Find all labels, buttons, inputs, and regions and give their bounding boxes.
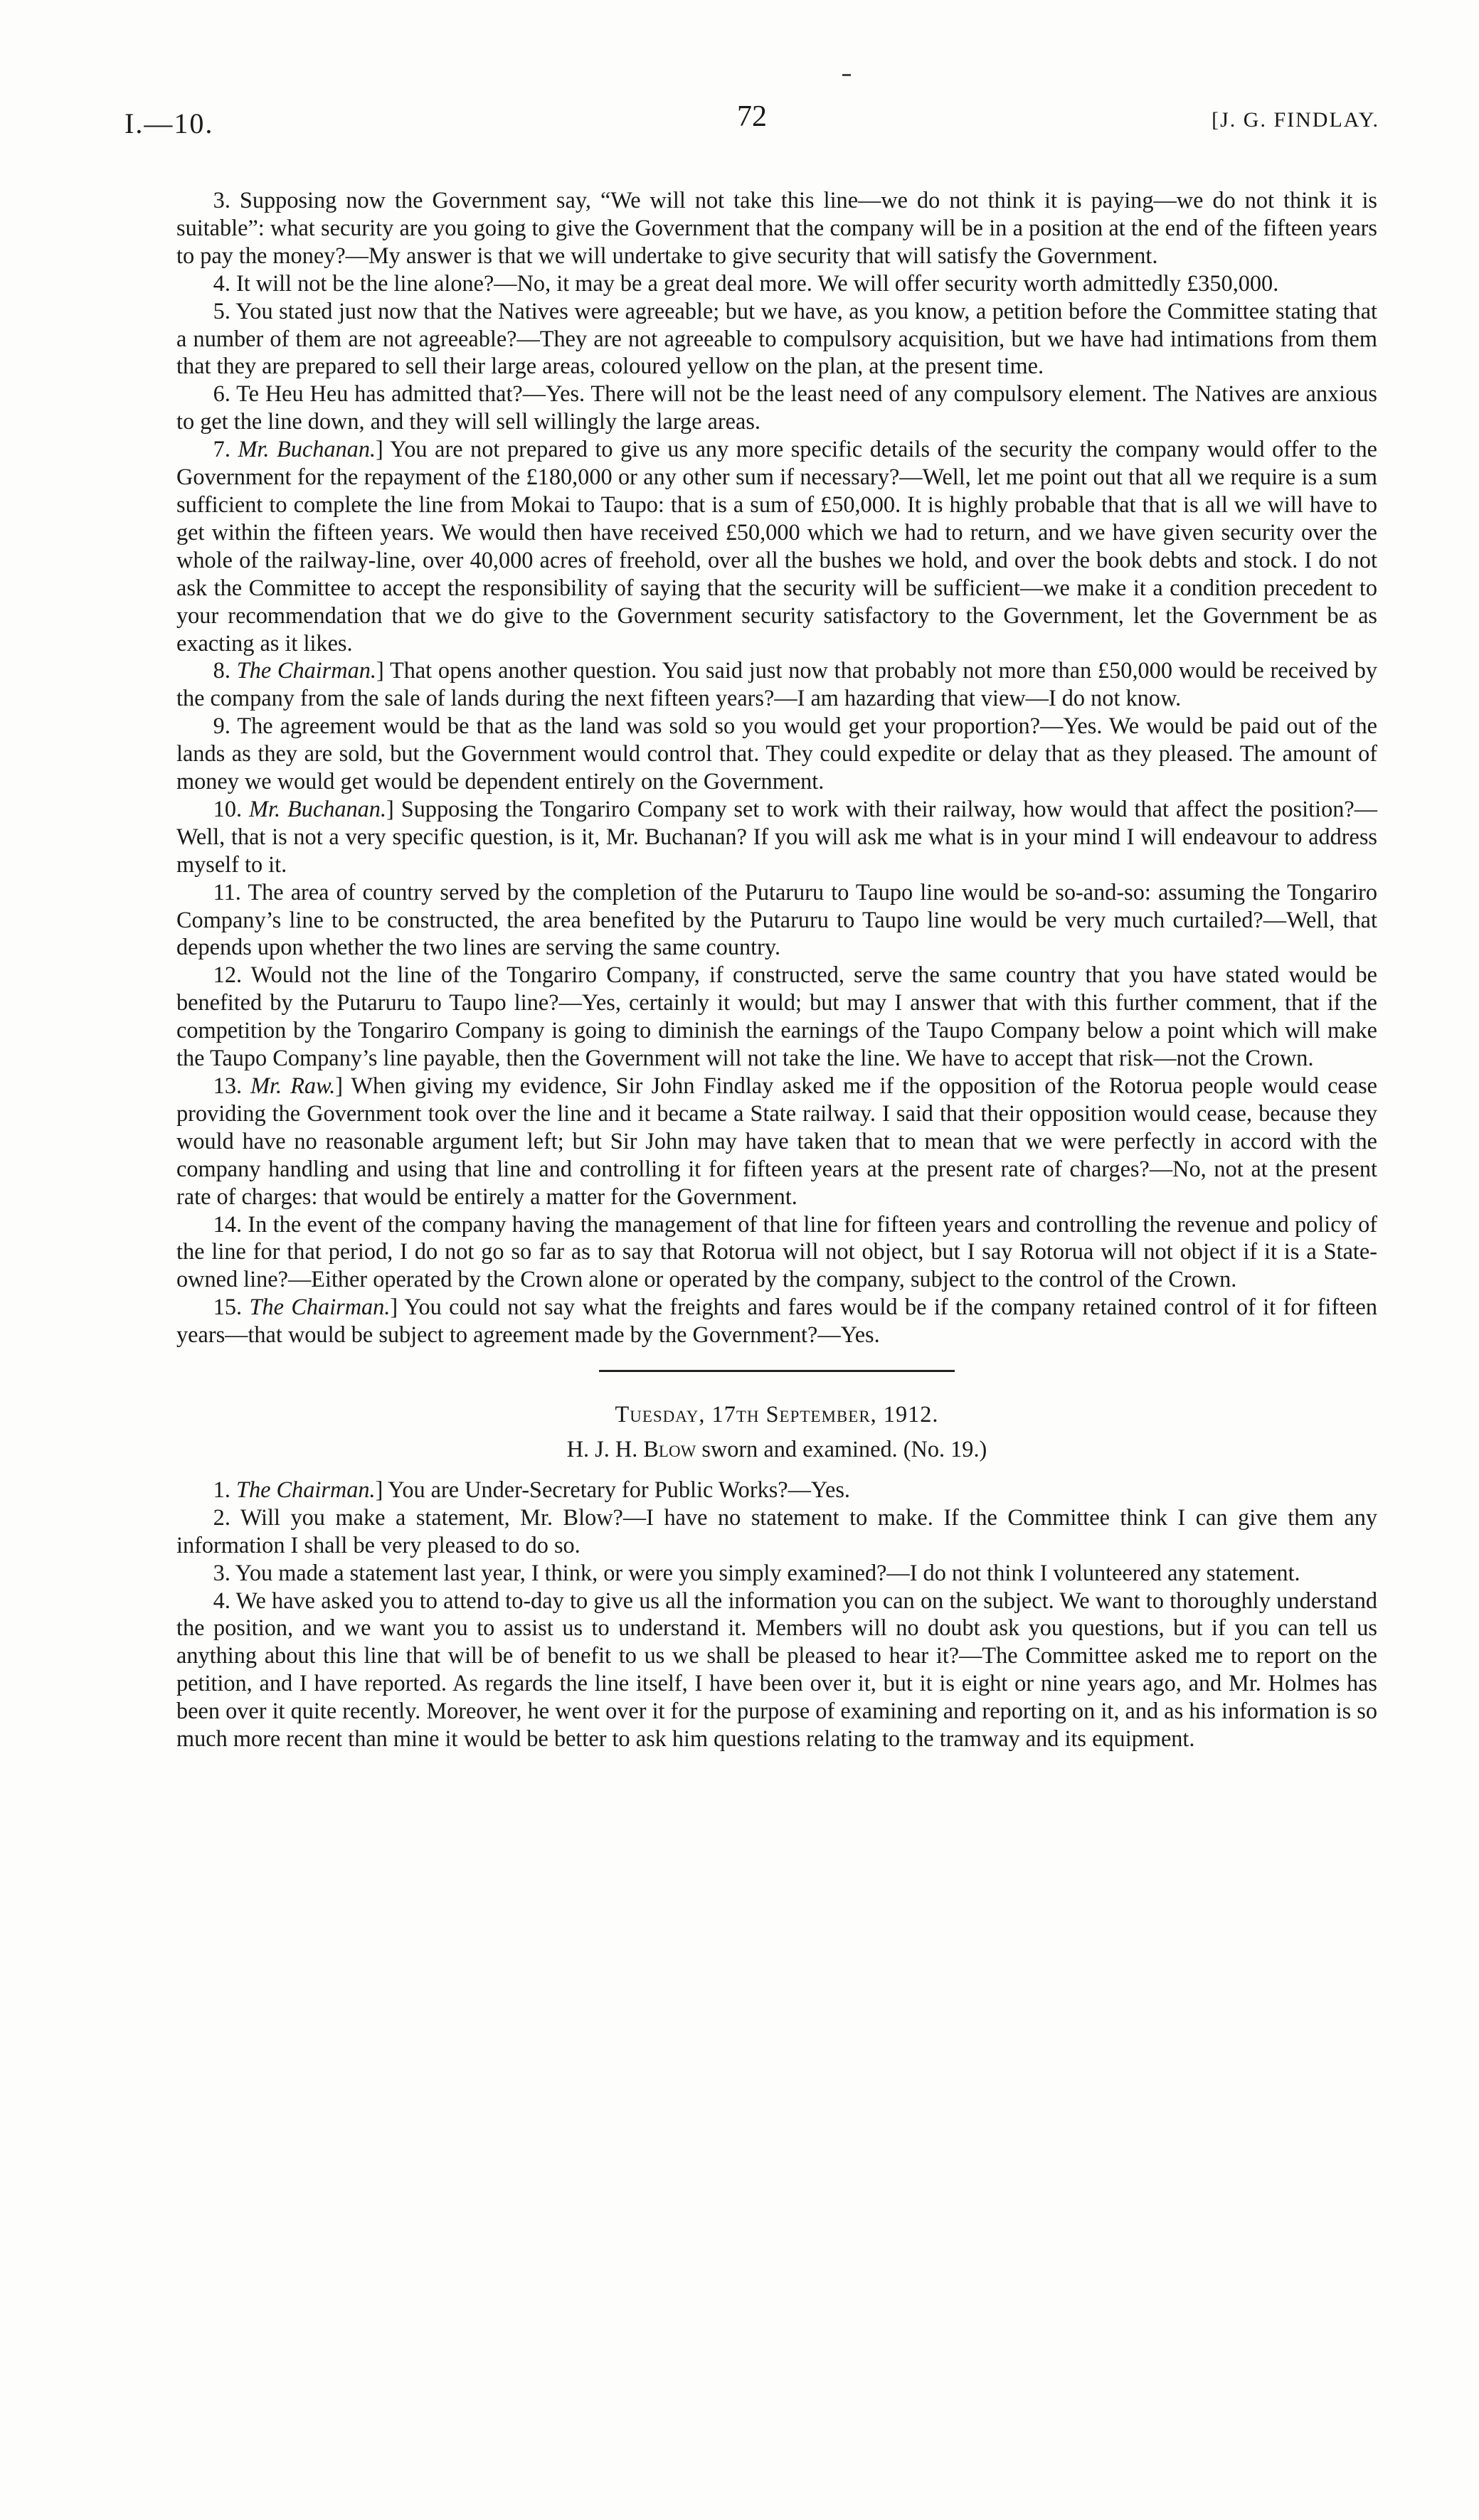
- paragraph-text: ] When giving my evidence, Sir John Findlay asked me if the opposition of the Rotorua people would cease providing the Government took over the line and it became a State railway. I said that their opposition would cease, because they would have no reasonable argument left; but Sir John may have taken that to mean that we were perfectly in accord with the company handling and using that line and controlling it for fifteen years at the present rate of charges?—No, not at the present rate of charges: that would be entirely a matter for the Government.: [176, 1073, 1377, 1209]
- page-header: [124, 100, 1379, 142]
- question-number: 13.: [213, 1073, 243, 1098]
- paragraph-text: 12. Would not the line of the Tongariro Company, if constructed, serve the same country that you have stated would be benefited by the Putaruru to Taupo line?—Yes, certainly it would; but may I answer that with this further comment, that if the competition by the Tongariro Company is going to diminish the earnings of the Taupo Company below a point which will make the Taupo Company’s line payable, then the Government will not take the line. We have to accept that risk—not the Crown.: [176, 962, 1377, 1071]
- witness-name: H. J. H. Blow: [566, 1435, 696, 1462]
- question-answer-paragraph: [176, 1476, 1377, 1504]
- question-answer-paragraph: [176, 1504, 1377, 1559]
- question-answer-paragraph: [176, 656, 1377, 712]
- question-answer-paragraph: [176, 186, 1377, 270]
- question-answer-paragraph: [176, 1072, 1377, 1211]
- page-number: 72: [737, 100, 767, 133]
- question-number: 1.: [213, 1476, 230, 1502]
- witness-running-head: [J. G. FINDLAY.: [1212, 108, 1379, 132]
- question-number: 8.: [213, 657, 230, 684]
- paragraph-text: 3. You made a statement last year, I think, or were you simply examined?—I do not think I volunteered any statement.: [213, 1559, 1300, 1585]
- blow-evidence-section: [176, 1476, 1377, 1753]
- paragraph-text: 2. Will you make a statement, Mr. Blow?—I have no statement to make. If the Committee think I can give them any information I shall be very pleased to do so.: [176, 1504, 1377, 1558]
- question-answer-paragraph: [176, 1293, 1377, 1349]
- question-answer-paragraph: [176, 795, 1377, 878]
- question-answer-paragraph: [176, 712, 1377, 795]
- question-answer-paragraph: [176, 1587, 1377, 1753]
- question-number: 7.: [213, 436, 230, 462]
- speaker-name: Mr. Buchanan.: [238, 436, 376, 462]
- paragraph-text: ] Supposing the Tongariro Company set to work with their railway, how would that affect the position?—Well, that is not a very specific question, is it, Mr. Buchanan? If you will ask me what is in your mind I will endeavour to address myself to it.: [176, 795, 1377, 877]
- paragraph-text: 14. In the event of the company having the management of that line for fifteen years and controlling the revenue and policy of the line for that period, I do not go so far as to say that Rotorua will not object, but I say Rotorua will not object if it is a State-owned line?—Either operated by the Crown alone or operated by the company, subject to the control of the Crown.: [176, 1211, 1377, 1292]
- paragraph-text: 9. The agreement would be that as the land was sold so you would get your proportion?—Yes. We would be paid out of the lands as they are sold, but the Government would control that. They could expedite or delay that as they pleased. The amount of money we would get would be dependent entirely on the Government.: [176, 713, 1377, 794]
- question-answer-paragraph: [176, 1559, 1377, 1587]
- question-number: 10.: [213, 795, 243, 822]
- paragraph-text: ] You could not say what the freights and fares would be if the company retained control of it for fifteen years—that would be subject to agreement made by the Government?—Yes.: [176, 1294, 1377, 1348]
- speaker-name: The Chairman.: [249, 1294, 391, 1320]
- question-answer-paragraph: [176, 961, 1377, 1072]
- witness-sworn-text: sworn and examined. (No. 19.): [696, 1435, 987, 1462]
- paragraph-text: 3. Supposing now the Government say, “We will not take this line—we do not think it is paying—we do not think it is suitable”: what security are you going to give the Government that the company will be in a position at the end of the fifteen years to pay the money?—My answer is that we will undertake to give security that will satisfy the Government.: [176, 187, 1377, 268]
- question-number: 15.: [213, 1294, 243, 1320]
- witness-heading: [176, 1435, 1377, 1463]
- section-divider: [599, 1370, 955, 1372]
- speaker-name: The Chairman.: [235, 1476, 376, 1502]
- paragraph-text: ] You are Under-Secretary for Public Works?—Yes.: [375, 1476, 850, 1502]
- findlay-evidence-section: [176, 186, 1377, 1349]
- question-answer-paragraph: [176, 297, 1377, 381]
- question-answer-paragraph: [176, 435, 1377, 656]
- paragraph-text: 4. We have asked you to attend to-day to give us all the information you can on the subject. We want to thoroughly understand the position, and we want you to assist us to understand it. Members will no doubt ask you questions, but if you can tell us anything about this line that will be of benefit to us we shall be pleased to hear it?—The Committee asked me to report on the petition, and I have reported. As regards the line itself, I have been over it, but it is eight or nine years ago, and Mr. Holmes has been over it quite recently. Moreover, he went over it for the purpose of examining and reporting on it, and as his information is so much more recent than mine it would be better to ask him questions relating to the tramway and its equipment.: [176, 1587, 1377, 1752]
- question-answer-paragraph: [176, 380, 1377, 435]
- speaker-name: Mr. Raw.: [250, 1073, 336, 1098]
- question-answer-paragraph: [176, 270, 1377, 297]
- speaker-name: Mr. Buchanan.: [249, 795, 387, 822]
- paragraph-text: 11. The area of country served by the completion of the Putaruru to Taupo line would be so-and-so: assuming the Tongariro Company’s line to be constructed, the area benefited by the Putaruru to Taupo line would be very much curtailed?—Well, that depends upon whether the two lines are serving the same country.: [176, 878, 1377, 960]
- paragraph-text: ] You are not prepared to give us any more specific details of the security the company would offer to the Government for the repayment of the £180,000 or any other sum if necessary?—Well, let me point out that all we require is a sum sufficient to complete the line from Mokai to Taupo: that is a sum of £50,000. It is highly probable that that is all we will have to get within the fifteen years. We would then have received £50,000 which we had to return, and we have given security over the whole of the railway-line, over 40,000 acres of freehold, over all the bushes we hold, and over the book debts and stock. I do not ask the Committee to accept the responsibility of saying that the security will be sufficient—we make it a condition precedent to your recommendation that we do give to the Government security satisfactory to the Government, let the Government be as exacting as it likes.: [176, 436, 1378, 656]
- paragraph-text: 4. It will not be the line alone?—No, it may be a great deal more. We will offer security worth admittedly £350,000.: [213, 270, 1279, 296]
- question-answer-paragraph: [176, 878, 1377, 962]
- speaker-name: The Chairman.: [236, 657, 377, 684]
- print-mark: [842, 74, 851, 76]
- document-body: [176, 186, 1377, 1753]
- paragraph-text: 5. You stated just now that the Natives were agreeable; but we have, as you know, a petition before the Committee stating that a number of them are not agreeable?—They are not agreeable to compulsory acquisition, but we have had intimations from them that they are prepared to sell their large areas, coloured yellow on the plan, at the present time.: [176, 297, 1377, 379]
- question-answer-paragraph: [176, 1211, 1377, 1294]
- paper-reference: I.—10.: [124, 107, 214, 139]
- sitting-date: Tuesday, 17th September, 1912.: [615, 1401, 939, 1428]
- paragraph-text: 6. Te Heu Heu has admitted that?—Yes. There will not be the least need of any compulsory element. The Natives are anxious to get the line down, and they will sell willingly the large areas.: [176, 381, 1377, 435]
- paragraph-text: ] That opens another question. You said just now that probably not more than £50,000 would be received by the company from the sale of lands during the next fifteen years?—I am hazarding that view—I do not know.: [176, 657, 1377, 711]
